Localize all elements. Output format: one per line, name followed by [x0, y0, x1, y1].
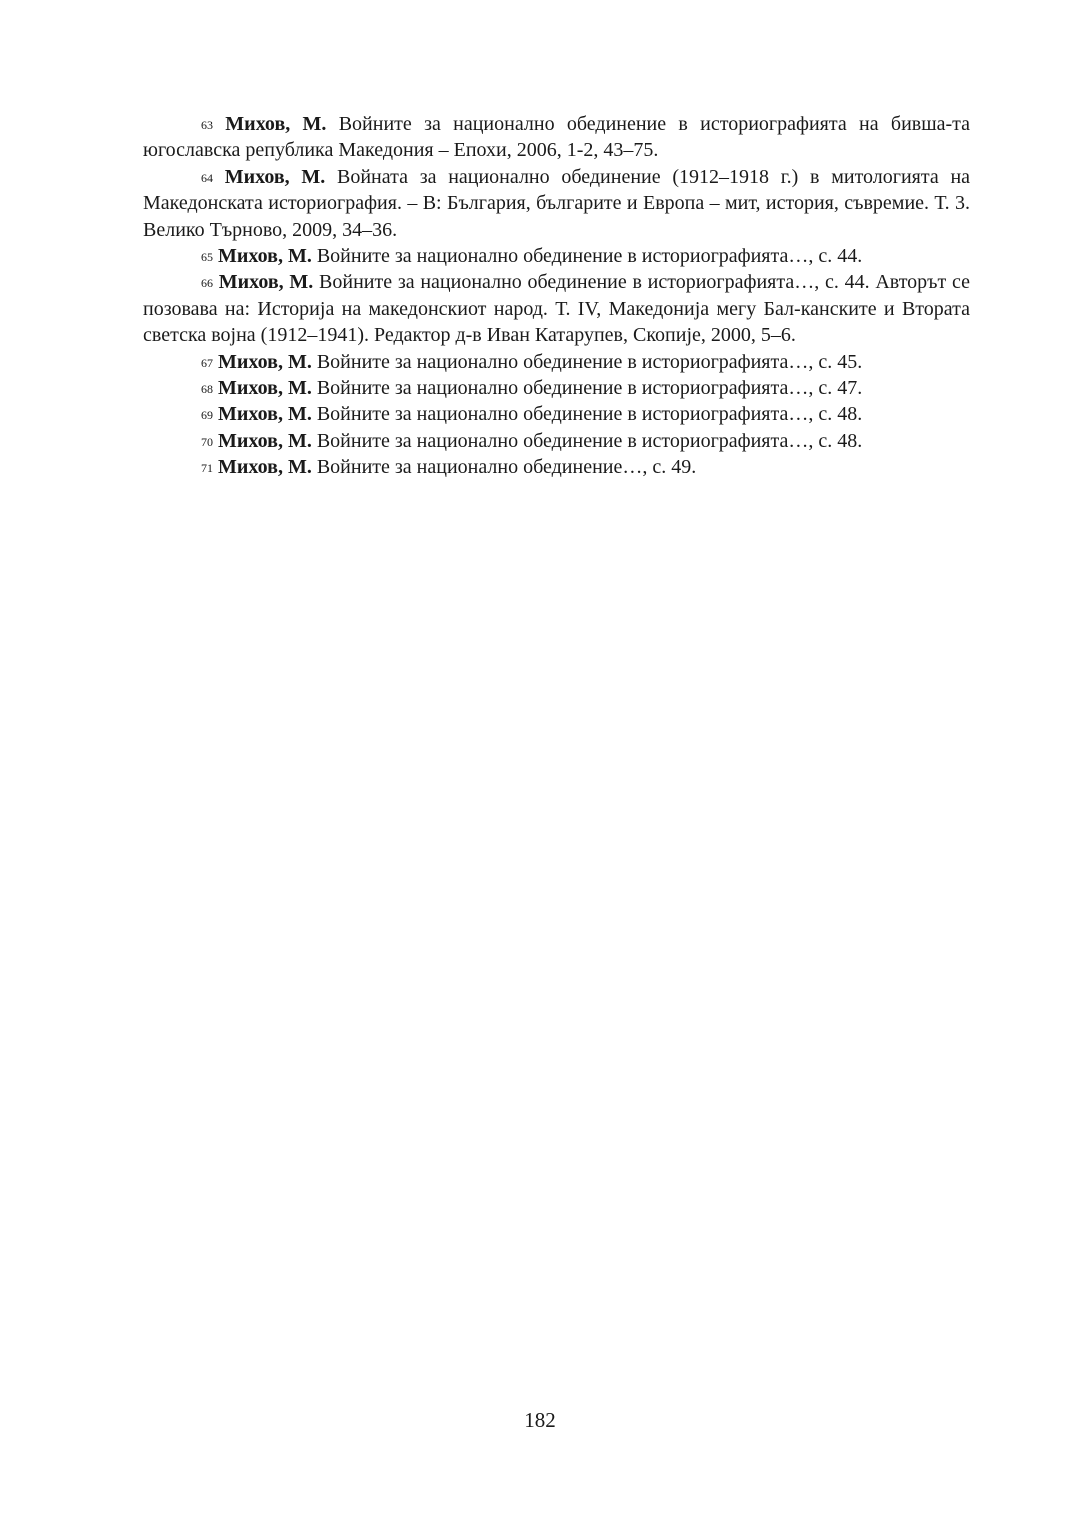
footnote-number: 65: [201, 250, 213, 265]
footnote-number: 70: [201, 434, 213, 449]
footnote-author: Михов, М.: [218, 456, 312, 479]
footnote-text: Войните за национално обединение в историографията…, с. 47.: [316, 377, 863, 400]
footnote-author: Михов, М.: [218, 245, 312, 268]
footnote-text: Войните за национално обединение в историографията на бивша-та югославска република Македония – Епохи, 2006, 1-2, 43–75.: [143, 113, 971, 162]
footnote-number: 68: [201, 382, 213, 397]
footnote-text: Войните за национално обединение в историографията…, с. 44.: [316, 245, 863, 268]
footnote: [143, 375, 970, 401]
footnote-number: 69: [201, 408, 213, 423]
footnote-text: Войните за национално обединение в историографията…, с. 45.: [316, 350, 863, 373]
footnote-author: Михов, М.: [224, 165, 326, 188]
footnote: [143, 243, 970, 269]
footnote-text: Войните за национално обединение в историографията…, с. 48.: [316, 403, 863, 426]
footnote: [143, 269, 970, 348]
footnote: [143, 401, 970, 427]
footnote: [143, 428, 970, 454]
footnotes-section: [143, 111, 970, 481]
footnote-author: Михов, М.: [225, 113, 327, 135]
footnote-number: 66: [201, 276, 213, 291]
footnote: [143, 111, 970, 164]
footnote-text: Войните за национално обединение…, с. 49.: [316, 456, 697, 479]
footnote-number: 67: [201, 355, 213, 370]
footnote-author: Михов, М.: [218, 377, 312, 400]
footnote-author: Михов, М.: [218, 403, 312, 426]
footnote-number: 71: [201, 461, 213, 476]
footnote-author: Михов, М.: [218, 271, 314, 294]
footnote-text: Войните за национално обединение в историографията…, с. 48.: [316, 429, 863, 452]
footnote-number: 64: [201, 170, 213, 185]
footnote: [143, 454, 970, 480]
footnote-number: 63: [201, 118, 213, 132]
footnote: [143, 164, 970, 243]
footnote-author: Михов, М.: [218, 350, 312, 373]
footnote-text: Войните за национално обединение в историографията…, с. 44. Авторът се позовава на: Историја на македонскиот народ. Т. IV, Македонија мегу Бал-канските и Втората светска војна (1912–1941). Редактор д-в Иван Катарупев, Скопије, 2000, 5–6.: [143, 271, 970, 347]
footnote-text: Войната за национално обединение (1912–1918 г.) в митологията на Македонската историография. – В: България, българите и Европа – мит, история, съвремие. Т. 3. Велико Търново, 2009, 34–36.: [143, 165, 971, 241]
footnote-author: Михов, М.: [218, 429, 312, 452]
page-number: 182: [524, 1408, 556, 1432]
footnote: [143, 349, 970, 375]
